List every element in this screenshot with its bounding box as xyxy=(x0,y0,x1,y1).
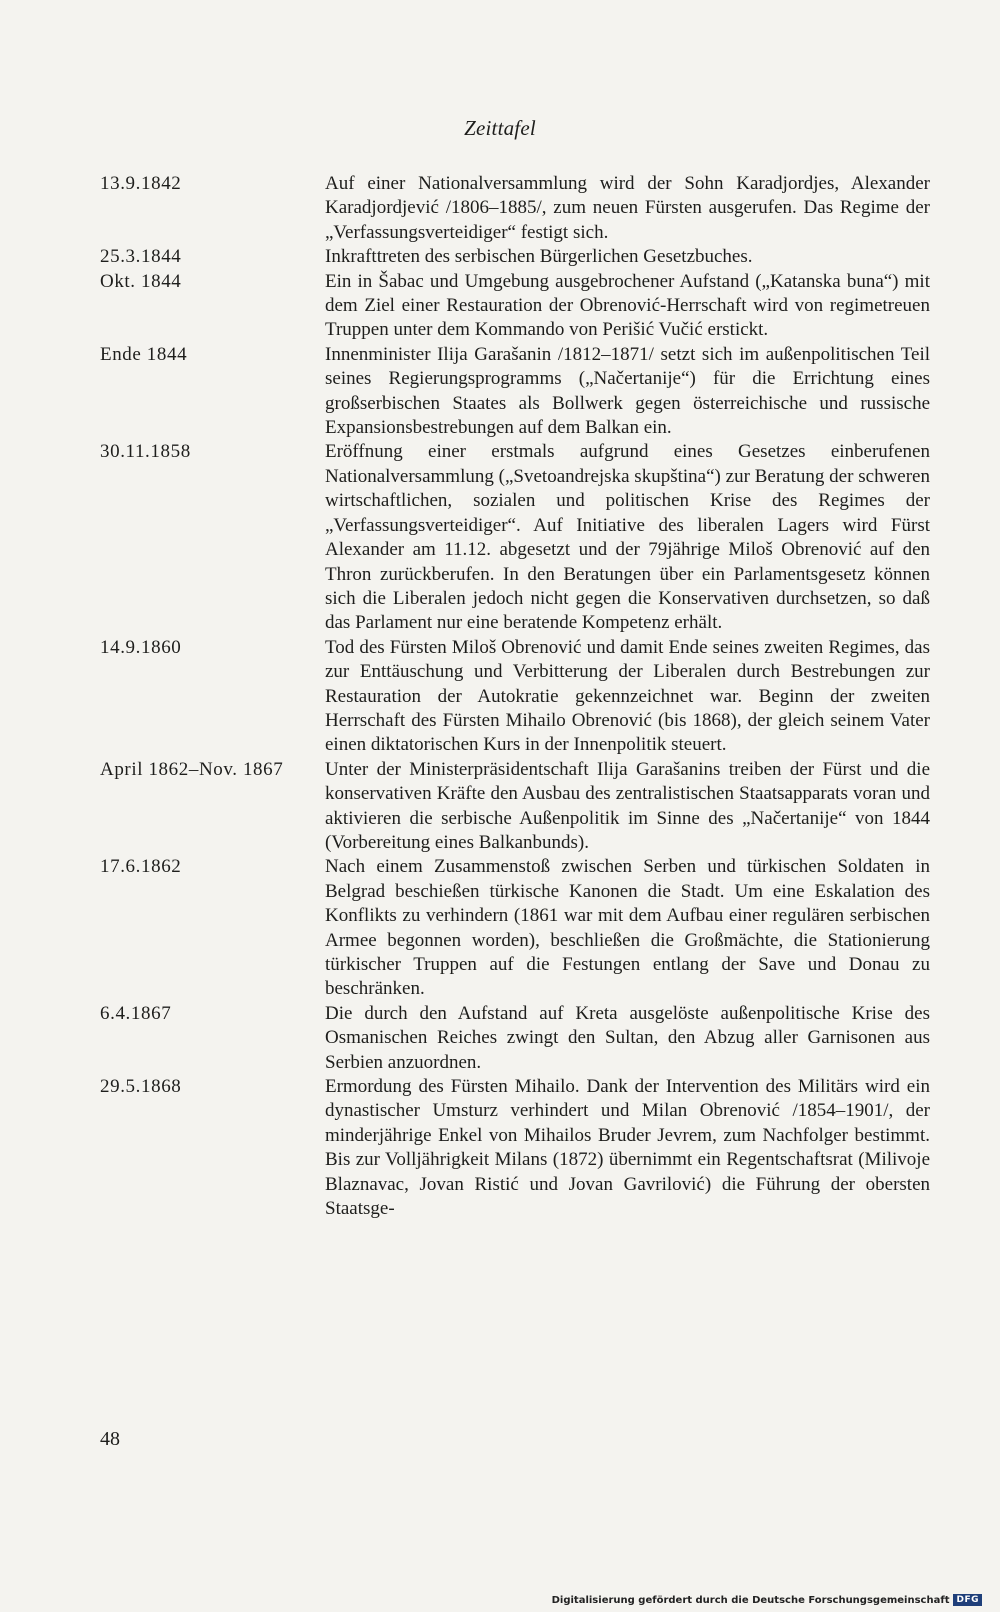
entry-text: Ermordung des Fürsten Mihailo. Dank der Intervention des Militärs wird ein dynastischer Umsturz verhindert und Milan Obrenović /1854–1901/, der minderjährige Enkel von Mihailos Bruder Jevrem, zum Nachfolger bestimmt. Bis zur Volljährigkeit Milans (1872) übernimmt ein Regentschaftsrat (Milivoje Blaznavac, Jovan Ristić und Jovan Gavrilović) die Führung der obersten Staatsge- xyxy=(325,1076,930,1220)
entry-text: Nach einem Zusammenstoß zwischen Serben und türkischen Soldaten in Belgrad beschießen türkische Kanonen die Stadt. Um eine Eskalation des Konflikts zu verhindern (1861 war mit dem Aufbau einer regulären serbischen Armee begonnen worden), beschließen die Großmächte, die Stationierung türkischer Truppen auf die Festungen entlang der Save und Donau zu beschränken. xyxy=(325,856,930,1000)
chronology-entry xyxy=(100,343,930,441)
entry-date: 6.4.1867 xyxy=(100,1002,172,1024)
chronology-entry xyxy=(100,172,930,245)
entry-text: Die durch den Aufstand auf Kreta ausgelöste außenpolitische Krise des Osmanischen Reiches zwingt den Sultan, den Abzug aller Garnisonen aus Serbien anzuordnen. xyxy=(325,1002,930,1073)
dfg-logo-icon: DFG xyxy=(953,1594,982,1606)
entry-text: Innenminister Ilija Garašanin /1812–1871/ setzt sich im außenpolitischen Teil seines Regierungsprogramms („Načertanije“) für die Errichtung eines großserbischen Staates als Bollwerk gegen österreichische und russische Expansionsbestrebungen auf dem Balkan ein. xyxy=(325,343,930,439)
entry-date: 14.9.1860 xyxy=(100,636,182,658)
entry-text: Ein in Šabac und Umgebung ausgebrochener Aufstand („Katanska buna“) mit dem Ziel einer Restauration der Obrenović-Herrschaft wird von regimetreuen Truppen unter dem Kommando von Perišić Vučić erstickt. xyxy=(325,270,930,341)
entry-text: Inkrafttreten des serbischen Bürgerlichen Gesetzbuches. xyxy=(325,246,753,268)
chronology-entry xyxy=(100,270,930,343)
entry-date: 29.5.1868 xyxy=(100,1076,182,1098)
chronology-list xyxy=(100,172,930,1221)
running-head: Zeittafel xyxy=(464,116,536,140)
chronology-entry xyxy=(100,245,930,269)
entry-text: Tod des Fürsten Miloš Obrenović und damit Ende seines zweiten Regimes, das zur Enttäuschung und Verbitterung der Liberalen durch Bestrebungen zur Restauration der Autokratie gekennzeichnet war. Beginn der zweiten Herrschaft des Fürsten Mihailo Obrenović (bis 1868), der gleich seinem Vater einen diktatorischen Kurs in der Innenpolitik steuert. xyxy=(325,636,930,756)
entry-date: 13.9.1842 xyxy=(100,173,182,194)
entry-date: 25.3.1844 xyxy=(100,246,182,268)
chronology-entry xyxy=(100,636,930,758)
entry-date: April 1862–Nov. 1867 xyxy=(100,758,284,780)
digitization-footer xyxy=(552,1594,982,1606)
entry-date: Okt. 1844 xyxy=(100,270,182,292)
entry-date: 30.11.1858 xyxy=(100,441,191,463)
entry-text: Unter der Ministerpräsidentschaft Ilija Garašanins treiben der Fürst und die konservativen Kräfte den Ausbau des zentralistischen Staatsapparats voran und aktivieren die serbische Außenpolitik im Sinne des „Načertanije“ von 1844 (Vorbereitung eines Balkanbunds). xyxy=(325,758,930,853)
entry-date: 17.6.1862 xyxy=(100,856,182,878)
chronology-entry xyxy=(100,1075,930,1221)
entry-text: Eröffnung einer erstmals aufgrund eines Gesetzes einberufenen Nationalversammlung („Svetoandrejska skupština“) zur Beratung der schweren wirtschaftlichen, sozialen und politischen Krise des Regimes der „Verfassungsverteidiger“. Auf Initiative des liberalen Lagers wird Fürst Alexander am 11.12. abgesetzt und der 79jährige Miloš Obrenović auf den Thron zurückberufen. In den Beratungen über ein Parlamentsgesetz können sich die Liberalen jedoch nicht gegen die Konservativen durchsetzen, so daß das Parlament nur eine beratende Kompetenz erhält. xyxy=(325,441,930,634)
chronology-entry xyxy=(100,1002,930,1075)
footer-text: Digitalisierung gefördert durch die Deutsche Forschungsgemeinschaft xyxy=(551,1594,950,1606)
chronology-entry xyxy=(100,440,930,635)
page-number: 48 xyxy=(100,1428,120,1450)
entry-text: Auf einer Nationalversammlung wird der Sohn Karadjordjes, Alexander Karadjordjević /1806–1885/, zum neuen Fürsten ausgerufen. Das Regime der „Verfassungsverteidiger“ festigt sich. xyxy=(325,173,930,243)
entry-date: Ende 1844 xyxy=(100,343,188,365)
chronology-entry xyxy=(100,758,930,856)
chronology-entry xyxy=(100,855,930,1001)
